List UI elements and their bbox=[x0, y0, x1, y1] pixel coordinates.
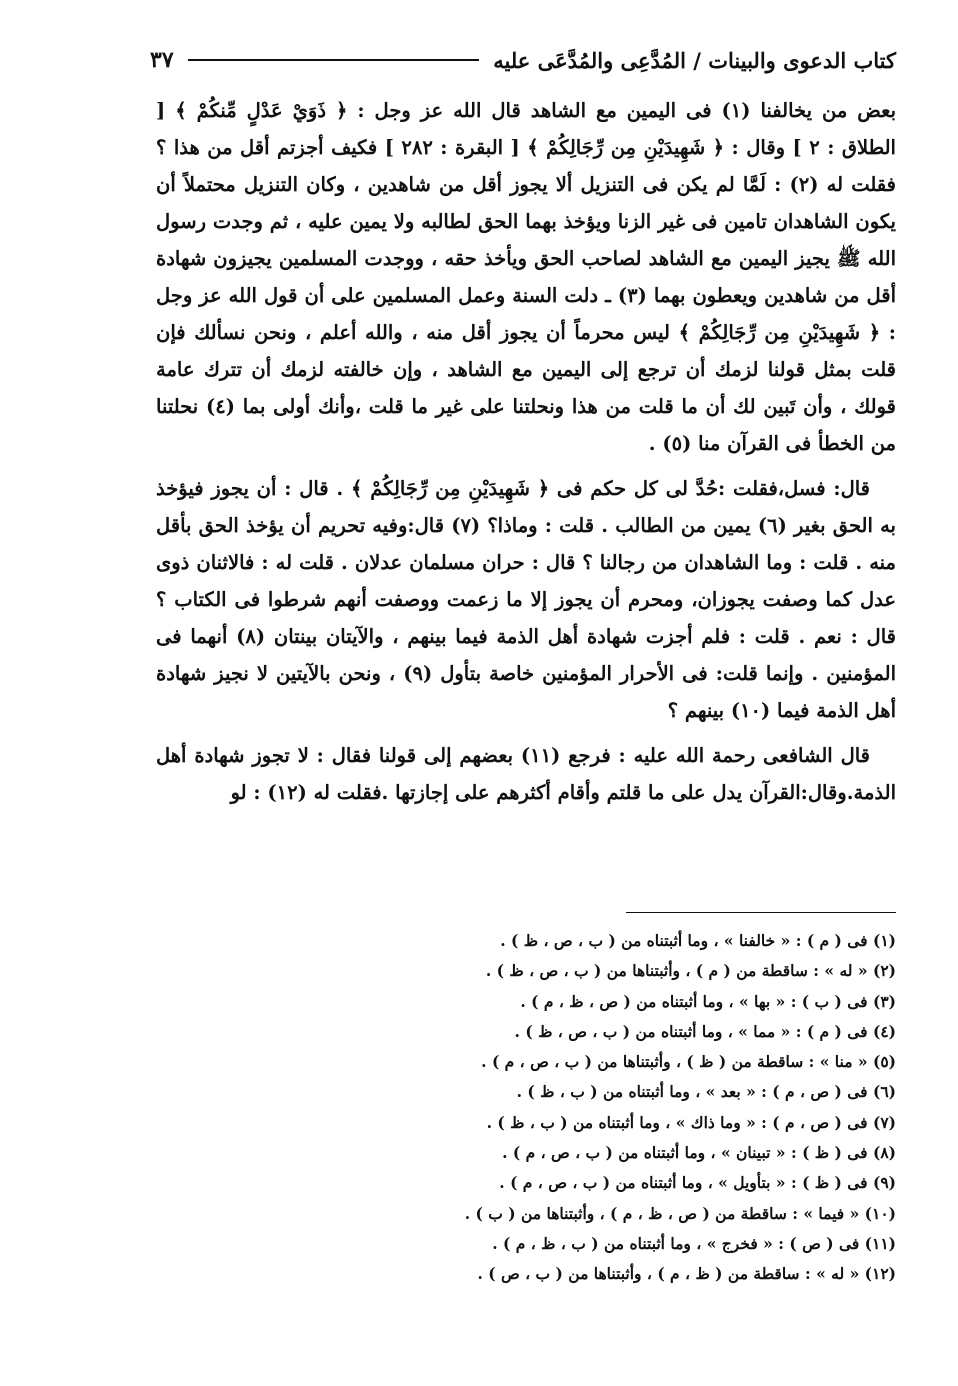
footnote: (٣) فى ( ب ) : « بها » ، وما أثبتناه من ( ص ، ظ ، م ) . bbox=[520, 991, 896, 1011]
paragraph: قال: فسل،فقلت :حُدَّ لى كل حكم فى ﴿ شَهِيدَيْنِ مِن رِّجَالِكُمْ ﴾ . قال : أن يجوز فيؤخذ به الحق بغير (٦) يمين من الطالب . قلت : وماذا؟ (٧) قال:وفيه تحريم أن يؤخذ الحق بأقل منه . قلت : وما الشاهدان من رجالنا ؟ قال : حران مسلمان عدلان . قلت له : فالاثنان ذوى عدل كما وصفت يجوزان، ومحرم أن يجوز إلا ما زعمت ووصفت أنهم شرطوا فى الكتاب ؟ قال : نعم . قلت : فلم أجزت شهادة أهل الذمة فيما بينهم ، والآيتان بينتان (٨) أنهما فى المؤمنين . وإنما قلت: فى الأحرار المؤمنين خاصة بتأول (٩) ، ونحن بالآيتين لا نجيز شهادة أهل الذمة فيما (١٠) بينهم ؟ bbox=[156, 477, 896, 722]
paragraph: بعض من يخالفنا (١) فى اليمين مع الشاهد قال الله عز وجل : ﴿ ذَوَيْ عَدْلٍ مِّنكُمْ ﴾ [ الطلاق : ٢ ] وقال : ﴿ شَهِيدَيْنِ مِن رِّجَالِكُمْ ﴾ [ البقرة : ٢٨٢ ] فكيف أجزتم أقل من هذا ؟ فقلت له (٢) : لَمَّا لم يكن فى التنزيل ألا يجوز أقل من شاهدين ، وكان التنزيل محتملاً أن يكون الشاهدان تامين فى غير الزنا ويؤخذ بهما الحق لطالبه ولا يمين عليه ، ثم وجدت رسول الله ﷺ يجيز اليمين مع الشاهد لصاحب الحق ويأخذ حقه ، ووجدت المسلمين يجيزون شهادة أقل من شاهدين ويعطون بهما (٣) ـ دلت السنة وعمل المسلمين على أن قول الله عز وجل : ﴿ شَهِيدَيْنِ مِن رِّجَالِكُمْ ﴾ ليس محرماً أن يجوز أقل منه ، والله أعلم ، ونحن نسألك فإن قلت بمثل قولنا لزمك أن ترجع إلى اليمين مع الشاهد ، وإن خالفته لزمك أن تترك عامة قولك ، وأن تَبين لك أن ما قلت من هذا ونحلتنا على غير ما قلت ،وأنك أولى بما (٤) نحلتنا من الخطأ فى القرآن منا (٥) . bbox=[156, 99, 897, 455]
footnotes bbox=[156, 926, 896, 1290]
footnote: (١٠) « فيما » : ساقطة من ( ص ، ظ ، م ) ، وأثبتناها من ( ب ) . bbox=[464, 1203, 896, 1223]
main-text bbox=[156, 92, 896, 811]
footnote: (١١) فى ( ص ) : « فخرج » ، وما أثبتناه من ( ب ، ظ ، م ) . bbox=[492, 1233, 896, 1253]
footnote: (٨) فى ( ظ ) : « تبينان » ، وما أثبتناه من ( ب ، ص ، م ) . bbox=[502, 1143, 896, 1163]
footnote: (١) فى ( م ) : « خالفنا » ، وما أثبتناه من ( ب ، ص ، ظ ) . bbox=[500, 931, 896, 950]
header-rule bbox=[188, 59, 480, 61]
footnote: (٩) فى ( ظ ) : « بتأويل » ، وما أثبتناه من ( ب ، ص ، م ) . bbox=[499, 1173, 896, 1193]
footnote: (٦) فى ( ص ، م ) : « بعد » ، وما أثبتناه من ( ب ، ظ ) . bbox=[516, 1082, 896, 1102]
footnote: (٢) « له » : ساقطة من ( م ) ، وأثبتناها من ( ب ، ص ، ظ ) . bbox=[485, 961, 896, 981]
footnote: (٥) « منا » : ساقطة من ( ظ ) ، وأثبتناها من ( ب ، ص ، م ) . bbox=[481, 1052, 896, 1072]
footnote: (٤) فى ( م ) : « مما » ، وما أثبتناه من ( ب ، ص ، ظ ) . bbox=[514, 1021, 896, 1041]
footnote: (١٢) « له » : ساقطة من ( ظ ، م ) ، وأثبتناها من ( ب ، ص ) . bbox=[477, 1264, 896, 1284]
footnote-divider bbox=[626, 912, 896, 913]
running-title: كتاب الدعوى والبينات / المُدَّعِى والمُدَّعَى عليه bbox=[493, 47, 896, 73]
page-number: ٣٧ bbox=[150, 47, 174, 73]
paragraph: قال الشافعى رحمة الله عليه : فرجع (١١) بعضهم إلى قولنا فقال : لا تجوز شهادة أهل الذمة.وقال:القرآن يدل على ما قلتم وأقام أكثرهم على إجازتها .فقلت له (١٢) : لو bbox=[156, 744, 896, 804]
running-head bbox=[150, 40, 896, 80]
footnote: (٧) فى ( ص ، م ) : « وما ذاك » ، وما أثبتناه من ( ب ، ظ ) . bbox=[486, 1112, 896, 1132]
